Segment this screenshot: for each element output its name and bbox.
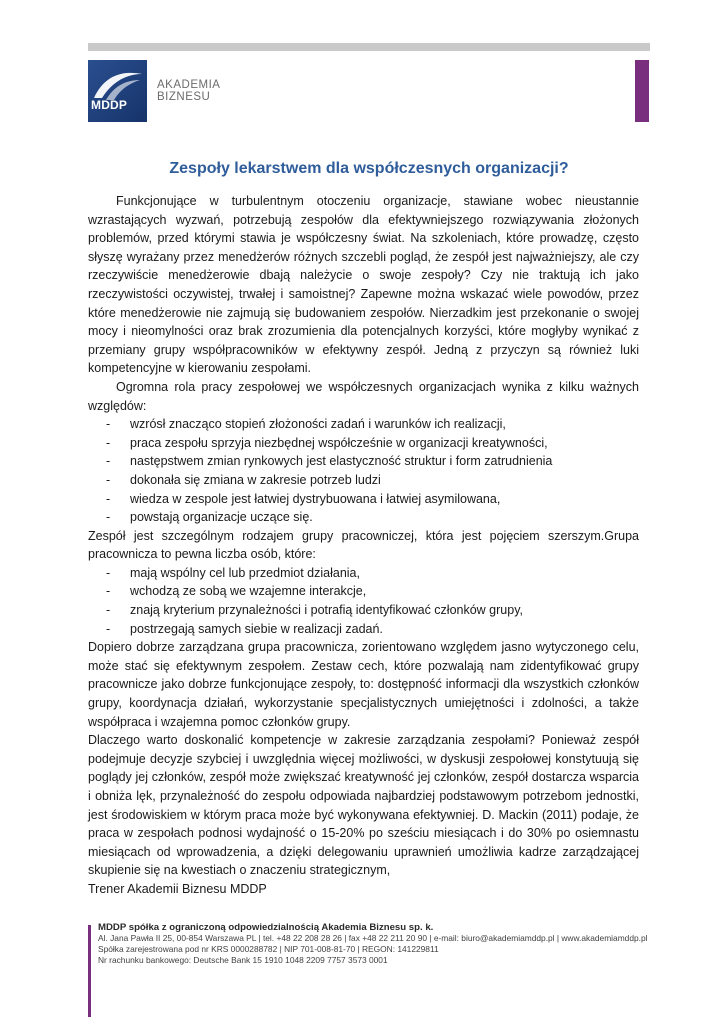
- logo-wordmark: [157, 79, 220, 103]
- logo-mddp-text: MDDP: [91, 98, 128, 112]
- paragraph-5: Dlaczego warto doskonalić kompetencje w zakresie zarządzania zespołami? Ponieważ zespół podejmuje decyzje szybciej i uwzględnia więcej możliwości, w dyskusji zespołowej konstytuują się poglądy jej członków, zespół może zwiększać kreatywność jej członków, zespół dostarcza wsparcia i obniża lęk, przynależność do zespołu odpowiada najbardziej podstawowym potrzebom jednostki, jest środowiskiem w którym praca może być wykonywana efektywniej. D. Mackin (2011) podaje, że praca w zespołach podnosi wydajność o 15-20% po sześciu miesiącach i do 30% po osiemnastu miesiącach od wprowadzenia, a dzięki delegowaniu uprawnień umożliwia kadrze zarządzającej skupienie się na kwestiach o znaczeniu strategicznym,: [88, 733, 639, 878]
- list-item: - mają wspólny cel lub przedmiot działania,: [106, 565, 360, 580]
- group-traits-list: [88, 564, 639, 638]
- list-item: - praca zespołu sprzyja niezbędnej współcześnie w organizacji kreatywności,: [106, 435, 548, 450]
- paragraph-2: Ogromna rola pracy zespołowej we współczesnych organizacjach wynika z kilku ważnych względów:: [88, 379, 639, 413]
- list-item: - następstwem zmian rynkowych jest elastyczność struktur i form zatrudnienia: [106, 454, 553, 469]
- list-item: - wchodzą ze sobą we wzajemne interakcje,: [106, 584, 367, 599]
- footer-company: MDDP spółka z ograniczoną odpowiedzialnością Akademia Biznesu sp. k.: [98, 922, 434, 933]
- document-title: Zespoły lekarstwem dla współczesnych organizacji?: [169, 160, 569, 177]
- reasons-list: [88, 415, 639, 527]
- logo: [88, 60, 220, 122]
- header-accent-bar: [635, 60, 649, 122]
- paragraph-1: Funkcjonujące w turbulentnym otoczeniu organizacje, stawiane wobec nieustannie wzrastających wyzwań, potrzebują zespołów dla efektywniejszego rozwiązywania złożonych problemów, przed którymi stawia je współczesny świat. Na szkoleniach, które prowadzę, często słyszę wyrażany przez menedżerów różnych szczebli pogląd, że zespół jest najważniejszy, ale czy rzeczywiście menedżerowie dbają należycie o swoje zespoły? Czy nie traktują ich jako rzeczywistości oczywistej, trwałej i samoistnej? Zapewne można wskazać wiele powodów, przez które menedżerowie nie zajmują się budowaniem zespołów. Nierzadkim jest przekonanie o swojej mocy i nieomylności oraz brak zrozumienia dla potencjalnych korzyści, które mogłyby wynikać z przemiany grupy współpracowników w efektywny zespół. Jedną z przyczyn są również luki kompetencyjne w kierowaniu zespołami.: [88, 194, 639, 376]
- logo-line1: AKADEMIA: [157, 79, 221, 91]
- logo-line2: BIZNESU: [157, 91, 211, 103]
- logo-mark: [88, 60, 147, 122]
- header-rule: [88, 43, 650, 51]
- list-item: - wiedza w zespole jest łatwiej dystrybuowana i łatwiej asymilowana,: [106, 491, 501, 506]
- footer-bank: Nr rachunku bankowego: Deutsche Bank 15 1910 1048 2209 7757 3573 0001: [98, 955, 388, 965]
- footer-registry: Spółka zarejestrowana pod nr KRS 0000288782 | NIP 701-008-81-70 | REGON: 141229811: [98, 944, 439, 954]
- paragraph-3: Zespół jest szczególnym rodzajem grupy pracowniczej, która jest pojęciem szerszym.Grupa pracownicza to pewna liczba osób, które:: [88, 528, 639, 562]
- list-item: - postrzegają samych siebie w realizacji zadań.: [106, 621, 383, 636]
- list-item: - powstają organizacje uczące się.: [106, 510, 313, 525]
- list-item: - dokonała się zmiana w zakresie potrzeb ludzi: [106, 472, 381, 487]
- logo-swoosh-icon: [92, 68, 144, 102]
- list-item: - wzrósł znacząco stopień złożoności zadań i warunków ich realizacji,: [106, 417, 506, 432]
- footer-address: Al. Jana Pawła II 25, 00-854 Warszawa PL | tel. +48 22 208 28 26 | fax +48 22 211 20 90 | e-mail: biuro@akademiamddp.pl | www.akademiamddp.pl: [98, 933, 648, 943]
- list-item: - znają kryterium przynależności i potrafią identyfikować członków grupy,: [106, 603, 523, 618]
- footer-accent-line: [88, 925, 91, 1017]
- paragraph-4: Dopiero dobrze zarządzana grupa pracownicza, zorientowano względem jasno wytyczonego celu, może stać się efektywnym zespołem. Zestaw cech, które pozwalają nam zidentyfikować grupy pracownicze jako dobrze funkcjonujące zespoły, to: dostępność informacji dla wszystkich członków grupy, koordynacja działań, wykorzystanie specjalistycznych umiejętności i zdolności, a także współpraca i wzajemna pomoc członków grupy.: [88, 640, 639, 729]
- document-body: [88, 192, 639, 899]
- footer: [98, 922, 658, 966]
- signature: Trener Akademii Biznesu MDDP: [88, 881, 267, 896]
